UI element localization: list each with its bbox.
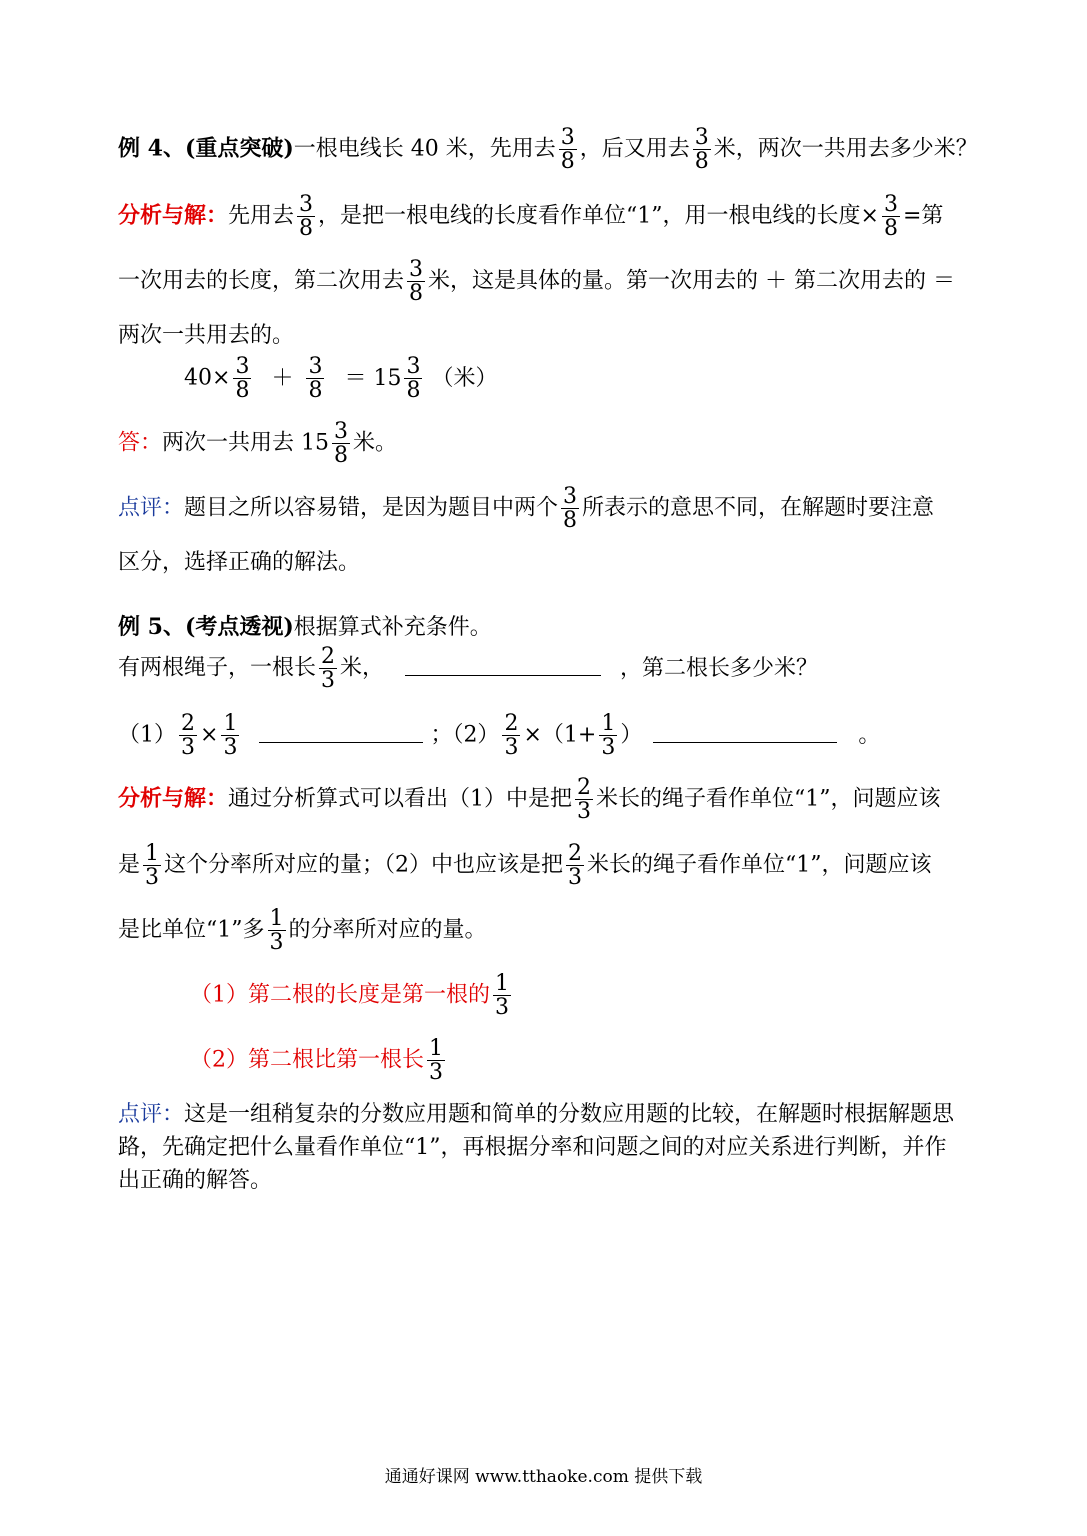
fraction: $\frac{2}{3}$ — [504, 711, 519, 761]
fraction: $\frac{3}{8}$ — [563, 484, 578, 534]
analysis4-line2: 一次用去的长度，第二次用去 $\frac{3}{8}$ 米，这是具体的量。第一次用去的 ＋ 第二次用去的 ＝ — [118, 257, 955, 307]
analysis4-line1: 分析与解：先用去 $\frac{3}{8}$ ，是把一根电线的长度看作单位“1”，用一根电线的长度× $\frac{3}{8}$ =第 — [118, 192, 944, 242]
fraction: $\frac{1}{3}$ — [429, 1036, 443, 1086]
comment5-line1: 点评：这是一组稍复杂的分数应用题和简单的分数应用题的比较，在解题时根据解题思 — [118, 1102, 955, 1127]
answer5-1: （1）第二根的长度是第一根的 $\frac{1}{3}$ — [190, 971, 509, 1021]
comment-label: 点评： — [118, 1102, 185, 1127]
example5-options: （1） $\frac{2}{3}$ × $\frac{1}{3}$ ；（2） $\frac{2}{3}$ ×（1+ $\frac{1}{3}$ ） 。 — [118, 711, 881, 761]
calculation4: 40× $\frac{3}{8}$ ＋ $\frac{3}{8}$ ＝ 15 $\frac{3}{8}$ （米） — [184, 354, 498, 404]
answer-blank[interactable] — [259, 728, 423, 743]
fraction: $\frac{3}{8}$ — [883, 192, 898, 242]
fraction: $\frac{1}{3}$ — [223, 711, 238, 761]
answer-blank[interactable] — [653, 728, 837, 743]
fraction: $\frac{3}{8}$ — [406, 354, 421, 404]
answer-blank[interactable] — [405, 661, 601, 676]
fraction: $\frac{1}{3}$ — [145, 841, 160, 891]
fraction: $\frac{2}{3}$ — [568, 841, 583, 891]
example5-question: 有两根绳子，一根长 $\frac{2}{3}$ 米， ，第二根长多少米？ — [118, 644, 819, 694]
fraction: $\frac{3}{8}$ — [308, 354, 323, 404]
fraction: $\frac{3}{8}$ — [694, 125, 709, 175]
fraction: $\frac{2}{3}$ — [321, 644, 336, 694]
comment5-line2: 路，先确定把什么量看作单位“1”，再根据分率和问题之间的对应关系进行判断，并作 — [118, 1135, 947, 1160]
fraction: $\frac{3}{8}$ — [560, 125, 575, 175]
answer4: 答：两次一共用去 15 $\frac{3}{8}$ 米。 — [118, 419, 398, 469]
answer-label: 答： — [118, 430, 163, 456]
analysis5-line3: 是比单位“1”多 $\frac{1}{3}$ 的分率所对应的量。 — [118, 906, 487, 956]
example5-label: 例 5、(考点透视) — [118, 614, 294, 640]
fraction: $\frac{3}{8}$ — [299, 192, 314, 242]
comment5-line3: 出正确的解答。 — [118, 1168, 273, 1193]
fraction: $\frac{2}{3}$ — [577, 775, 592, 825]
fraction: $\frac{3}{8}$ — [334, 419, 349, 469]
analysis4-line3: 两次一共用去的。 — [118, 323, 295, 348]
answer5-2: （2）第二根比第一根长 $\frac{1}{3}$ — [190, 1036, 443, 1086]
example4-question: 例 4、(重点突破)一根电线长 40 米，先用去 $\frac{3}{8}$ ，后又用去 $\frac{3}{8}$ 米，两次一共用去多少米？ — [118, 125, 978, 175]
fraction: $\frac{1}{3}$ — [269, 906, 284, 956]
fraction: $\frac{3}{8}$ — [235, 354, 250, 404]
fraction: $\frac{1}{3}$ — [495, 971, 509, 1021]
analysis-label: 分析与解： — [118, 202, 229, 229]
analysis5-line2: 是 $\frac{1}{3}$ 这个分率所对应的量；（2）中也应该是把 $\frac{2}{3}$ 米长的绳子看作单位“1”，问题应该 — [118, 841, 932, 891]
analysis-label: 分析与解： — [118, 785, 229, 812]
fraction: $\frac{3}{8}$ — [409, 257, 424, 307]
page-footer: 通通好课网 www.tthaoke.com 提供下载 — [384, 1467, 703, 1487]
fraction: $\frac{2}{3}$ — [181, 711, 195, 761]
fraction: $\frac{1}{3}$ — [601, 711, 616, 761]
comment4-line1: 点评：题目之所以容易错，是因为题目中两个 $\frac{3}{8}$ 所表示的意思不同，在解题时要注意 — [118, 484, 935, 534]
example5-title: 例 5、(考点透视)根据算式补充条件。 — [118, 614, 492, 640]
comment-label: 点评： — [118, 495, 185, 521]
analysis5-line1: 分析与解：通过分析算式可以看出（1）中是把 $\frac{2}{3}$ 米长的绳子看作单位“1”，问题应该 — [118, 775, 941, 825]
example4-label: 例 4、(重点突破) — [118, 135, 294, 162]
comment4-line2: 区分，选择正确的解法。 — [118, 550, 361, 575]
